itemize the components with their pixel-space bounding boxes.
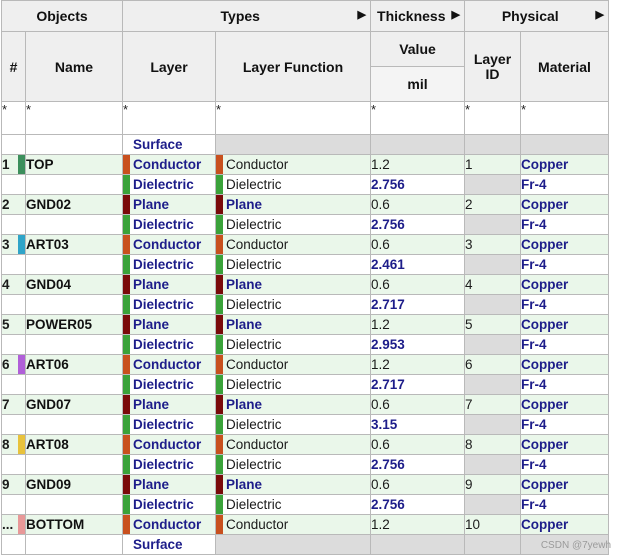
layer-function-color-icon — [216, 335, 223, 354]
column-header-unit: mil — [371, 67, 465, 102]
column-header-layer-id[interactable]: Layer ID — [465, 32, 521, 102]
cell-layer-id[interactable] — [465, 295, 521, 315]
cell-layer-id[interactable] — [465, 535, 521, 555]
filter-layer-function[interactable]: * — [216, 102, 371, 135]
cell-layer[interactable]: Plane — [123, 275, 216, 295]
cell-layer-function[interactable]: Dielectric — [216, 495, 371, 515]
table-row[interactable] — [2, 215, 609, 235]
layer-type-color-icon — [123, 215, 130, 234]
column-header-material[interactable]: Material — [521, 32, 609, 102]
expand-right-icon[interactable]: ▶ — [451, 9, 460, 21]
table-row[interactable] — [2, 315, 609, 335]
cell-layer-function[interactable]: Plane — [216, 195, 371, 215]
cell-layer-id[interactable] — [465, 335, 521, 355]
cell-material[interactable]: Copper — [521, 435, 609, 455]
cell-layer-function[interactable]: Dielectric — [216, 175, 371, 195]
cell-name[interactable] — [26, 375, 123, 395]
layer-function-color-icon — [216, 375, 223, 394]
cell-name[interactable] — [26, 495, 123, 515]
layer-type-color-icon — [123, 235, 130, 254]
cell-number[interactable] — [2, 335, 26, 355]
cell-number[interactable]: 5 — [2, 315, 26, 335]
cell-layer-function[interactable]: Dielectric — [216, 295, 371, 315]
layer-type-color-icon — [123, 375, 130, 394]
cell-layer-id[interactable] — [465, 415, 521, 435]
cell-material[interactable]: Copper — [521, 315, 609, 335]
cell-material[interactable]: Copper — [521, 155, 609, 175]
cell-layer[interactable]: Dielectric — [123, 215, 216, 235]
cell-thickness[interactable] — [371, 135, 465, 155]
table-row[interactable] — [2, 355, 609, 375]
cell-name[interactable]: ART06 — [26, 355, 123, 375]
cell-material[interactable]: Fr-4 — [521, 495, 609, 515]
filter-layer-id[interactable]: * — [465, 102, 521, 135]
cell-number[interactable]: 9 — [2, 475, 26, 495]
layer-function-color-icon — [216, 315, 223, 334]
cell-number[interactable] — [2, 135, 26, 155]
cell-name[interactable] — [26, 295, 123, 315]
cell-thickness[interactable]: 1.2 — [371, 155, 465, 175]
cell-layer-function[interactable]: Conductor — [216, 355, 371, 375]
cell-layer-function[interactable]: Plane — [216, 275, 371, 295]
cell-layer-function[interactable]: Conductor — [216, 435, 371, 455]
cell-number[interactable] — [2, 535, 26, 555]
filter-thickness[interactable]: * — [371, 102, 465, 135]
cell-thickness[interactable]: 0.6 — [371, 275, 465, 295]
cell-layer-id[interactable]: 7 — [465, 395, 521, 415]
cell-layer-id[interactable] — [465, 175, 521, 195]
cell-layer-function[interactable]: Plane — [216, 315, 371, 335]
cell-name[interactable] — [26, 135, 123, 155]
cell-thickness[interactable]: 2.461 — [371, 255, 465, 275]
cell-material[interactable]: Copper — [521, 395, 609, 415]
table-row[interactable] — [2, 155, 609, 175]
cell-thickness[interactable]: 2.953 — [371, 335, 465, 355]
cell-name[interactable] — [26, 335, 123, 355]
layer-type-color-icon — [123, 195, 130, 214]
layer-function-color-icon — [216, 395, 223, 414]
cell-number[interactable]: ... — [2, 515, 26, 535]
layer-type-color-icon — [123, 515, 130, 534]
cell-layer[interactable]: Conductor — [123, 235, 216, 255]
cell-thickness[interactable]: 1.2 — [371, 355, 465, 375]
cell-layer-function[interactable]: Dielectric — [216, 455, 371, 475]
cell-layer-function[interactable]: Plane — [216, 475, 371, 495]
cell-material[interactable]: Fr-4 — [521, 295, 609, 315]
cell-material[interactable]: Copper — [521, 475, 609, 495]
cell-thickness[interactable]: 2.756 — [371, 455, 465, 475]
cell-layer-function[interactable]: Plane — [216, 395, 371, 415]
cell-layer-id[interactable]: 10 — [465, 515, 521, 535]
cell-thickness[interactable]: 2.717 — [371, 295, 465, 315]
cell-number[interactable] — [2, 375, 26, 395]
cell-thickness[interactable]: 1.2 — [371, 515, 465, 535]
cell-layer[interactable]: Plane — [123, 475, 216, 495]
cell-layer-id[interactable]: 3 — [465, 235, 521, 255]
group-header-physical[interactable]: Physical ▶ — [465, 1, 609, 32]
cell-material[interactable]: Copper — [521, 355, 609, 375]
cell-number[interactable] — [2, 455, 26, 475]
cell-layer-function[interactable]: Conductor — [216, 515, 371, 535]
table-row[interactable] — [2, 335, 609, 355]
cell-layer[interactable]: Dielectric — [123, 455, 216, 475]
cell-layer[interactable]: Surface — [123, 135, 216, 155]
table-row[interactable] — [2, 495, 609, 515]
cell-name[interactable] — [26, 415, 123, 435]
cell-layer-id[interactable]: 4 — [465, 275, 521, 295]
layer-type-color-icon — [123, 175, 130, 194]
cell-thickness[interactable]: 2.717 — [371, 375, 465, 395]
cell-number[interactable]: 3 — [2, 235, 26, 255]
cell-layer[interactable]: Conductor — [123, 355, 216, 375]
layer-type-color-icon — [123, 275, 130, 294]
table-row[interactable] — [2, 275, 609, 295]
cell-layer-function[interactable]: Dielectric — [216, 215, 371, 235]
cell-number[interactable]: 4 — [2, 275, 26, 295]
cell-layer-function[interactable]: Dielectric — [216, 415, 371, 435]
cell-name[interactable]: GND04 — [26, 275, 123, 295]
layer-function-color-icon — [216, 155, 223, 174]
cell-name[interactable] — [26, 175, 123, 195]
cell-thickness[interactable]: 0.6 — [371, 235, 465, 255]
table-row[interactable] — [2, 295, 609, 315]
cell-thickness[interactable]: 1.2 — [371, 315, 465, 335]
cell-material[interactable]: Fr-4 — [521, 255, 609, 275]
layer-type-color-icon — [123, 475, 130, 494]
column-header-layer[interactable]: Layer — [123, 32, 216, 102]
layer-type-color-icon — [123, 315, 130, 334]
layer-function-color-icon — [216, 295, 223, 314]
cell-layer[interactable]: Dielectric — [123, 375, 216, 395]
cell-number[interactable]: 8 — [2, 435, 26, 455]
layer-type-color-icon — [123, 295, 130, 314]
cell-layer[interactable]: Dielectric — [123, 415, 216, 435]
cell-layer-function[interactable]: Dielectric — [216, 375, 371, 395]
column-header-layer-function[interactable]: Layer Function — [216, 32, 371, 102]
column-header-value[interactable]: Value — [371, 32, 465, 67]
cell-layer-id[interactable] — [465, 455, 521, 475]
expand-right-icon[interactable]: ▶ — [595, 9, 604, 21]
cell-layer-id[interactable]: 2 — [465, 195, 521, 215]
layer-function-color-icon — [216, 435, 223, 454]
cell-name[interactable] — [26, 455, 123, 475]
table-row[interactable] — [2, 395, 609, 415]
cell-number[interactable]: 2 — [2, 195, 26, 215]
layer-function-color-icon — [216, 275, 223, 294]
layer-function-color-icon — [216, 235, 223, 254]
filter-name[interactable]: * — [26, 102, 123, 135]
layer-color-swatch — [18, 435, 25, 454]
cell-material[interactable]: Copper — [521, 195, 609, 215]
layer-type-color-icon — [123, 395, 130, 414]
cell-layer[interactable]: Surface — [123, 535, 216, 555]
layer-function-color-icon — [216, 255, 223, 274]
table-row[interactable] — [2, 175, 609, 195]
cell-name[interactable]: GND07 — [26, 395, 123, 415]
cell-thickness[interactable]: 0.6 — [371, 435, 465, 455]
layer-function-color-icon — [216, 175, 223, 194]
table-row[interactable] — [2, 455, 609, 475]
cell-material[interactable]: Fr-4 — [521, 455, 609, 475]
layer-color-swatch — [18, 155, 25, 174]
filter-material[interactable]: * — [521, 102, 609, 135]
cell-layer[interactable]: Conductor — [123, 515, 216, 535]
cell-name[interactable] — [26, 255, 123, 275]
layer-type-color-icon — [123, 255, 130, 274]
cell-thickness[interactable]: 3.15 — [371, 415, 465, 435]
cell-layer-function[interactable]: Dielectric — [216, 255, 371, 275]
cell-name[interactable]: ART03 — [26, 235, 123, 255]
cell-layer[interactable]: Plane — [123, 315, 216, 335]
cell-number[interactable]: 6 — [2, 355, 26, 375]
cell-material[interactable]: Fr-4 — [521, 415, 609, 435]
table-row[interactable] — [2, 375, 609, 395]
cell-layer-id[interactable] — [465, 255, 521, 275]
layer-type-color-icon — [123, 155, 130, 174]
group-header-thickness[interactable]: Thickness ▶ — [371, 1, 465, 32]
table-row[interactable] — [2, 195, 609, 215]
cell-material[interactable]: Fr-4 — [521, 175, 609, 195]
cell-thickness[interactable]: 2.756 — [371, 175, 465, 195]
cell-name[interactable]: BOTTOM — [26, 515, 123, 535]
cell-thickness[interactable] — [371, 535, 465, 555]
cell-number[interactable]: 7 — [2, 395, 26, 415]
cell-layer[interactable]: Dielectric — [123, 175, 216, 195]
cell-material[interactable]: Copper — [521, 515, 609, 535]
cell-material[interactable] — [521, 135, 609, 155]
cell-layer-function[interactable] — [216, 135, 371, 155]
table-row[interactable] — [2, 475, 609, 495]
cell-number[interactable]: 1 — [2, 155, 26, 175]
cell-thickness[interactable]: 2.756 — [371, 495, 465, 515]
table-row[interactable] — [2, 535, 609, 555]
cell-layer-id[interactable]: 6 — [465, 355, 521, 375]
cell-layer[interactable]: Conductor — [123, 435, 216, 455]
cell-name[interactable]: ART08 — [26, 435, 123, 455]
layer-function-color-icon — [216, 415, 223, 434]
cell-number[interactable] — [2, 295, 26, 315]
cell-layer-function[interactable]: Conductor — [216, 235, 371, 255]
table-row[interactable] — [2, 235, 609, 255]
column-header-number[interactable]: # — [2, 32, 26, 102]
cell-layer[interactable]: Plane — [123, 395, 216, 415]
filter-layer[interactable]: * — [123, 102, 216, 135]
layer-type-color-icon — [123, 415, 130, 434]
cell-layer[interactable]: Plane — [123, 195, 216, 215]
group-header-types[interactable]: Types ▶ — [123, 1, 371, 32]
layer-function-color-icon — [216, 455, 223, 474]
cell-thickness[interactable]: 0.6 — [371, 475, 465, 495]
cell-layer[interactable]: Dielectric — [123, 335, 216, 355]
column-header-name[interactable]: Name — [26, 32, 123, 102]
layer-color-swatch — [18, 355, 25, 374]
layer-function-color-icon — [216, 355, 223, 374]
table-row[interactable] — [2, 515, 609, 535]
cell-name[interactable]: GND02 — [26, 195, 123, 215]
cell-number[interactable] — [2, 175, 26, 195]
cell-material[interactable]: Copper — [521, 275, 609, 295]
cell-name[interactable]: TOP — [26, 155, 123, 175]
layer-function-color-icon — [216, 495, 223, 514]
cell-number[interactable] — [2, 255, 26, 275]
cell-material[interactable]: Fr-4 — [521, 335, 609, 355]
layer-color-swatch — [18, 235, 25, 254]
cell-layer-id[interactable] — [465, 135, 521, 155]
cell-name[interactable] — [26, 215, 123, 235]
layer-function-color-icon — [216, 475, 223, 494]
cell-layer-id[interactable] — [465, 375, 521, 395]
table-row[interactable] — [2, 255, 609, 275]
cell-layer-id[interactable]: 8 — [465, 435, 521, 455]
cell-name[interactable] — [26, 535, 123, 555]
table-row[interactable] — [2, 435, 609, 455]
table-row[interactable] — [2, 415, 609, 435]
cell-number[interactable] — [2, 415, 26, 435]
cell-layer-function[interactable] — [216, 535, 371, 555]
cell-material[interactable]: Copper — [521, 235, 609, 255]
cell-material[interactable]: Fr-4 — [521, 375, 609, 395]
filter-number[interactable]: * — [2, 102, 26, 135]
cell-layer-function[interactable]: Dielectric — [216, 335, 371, 355]
layer-color-swatch — [18, 515, 25, 534]
layer-function-color-icon — [216, 195, 223, 214]
expand-right-icon[interactable]: ▶ — [357, 9, 366, 21]
layer-type-color-icon — [123, 435, 130, 454]
cell-material[interactable]: Fr-4 — [521, 215, 609, 235]
cell-layer-id[interactable]: 5 — [465, 315, 521, 335]
cell-name[interactable]: POWER05 — [26, 315, 123, 335]
cell-layer[interactable]: Dielectric — [123, 295, 216, 315]
layer-type-color-icon — [123, 455, 130, 474]
cell-number[interactable] — [2, 215, 26, 235]
cell-layer[interactable]: Dielectric — [123, 255, 216, 275]
cell-thickness[interactable]: 0.6 — [371, 195, 465, 215]
cell-layer-id[interactable]: 1 — [465, 155, 521, 175]
cell-layer-id[interactable]: 9 — [465, 475, 521, 495]
cell-thickness[interactable]: 2.756 — [371, 215, 465, 235]
layer-stackup-grid — [1, 0, 609, 555]
cell-layer-id[interactable] — [465, 215, 521, 235]
cell-layer-function[interactable]: Conductor — [216, 155, 371, 175]
layer-function-color-icon — [216, 515, 223, 534]
cell-thickness[interactable]: 0.6 — [371, 395, 465, 415]
watermark: CSDN @7yewh — [540, 540, 611, 551]
group-header-objects[interactable]: Objects — [2, 1, 123, 32]
layer-type-color-icon — [123, 495, 130, 514]
layer-type-color-icon — [123, 355, 130, 374]
cell-number[interactable] — [2, 495, 26, 515]
cell-layer[interactable]: Conductor — [123, 155, 216, 175]
table-row[interactable] — [2, 135, 609, 155]
cell-layer-id[interactable] — [465, 495, 521, 515]
layer-function-color-icon — [216, 215, 223, 234]
cell-layer[interactable]: Dielectric — [123, 495, 216, 515]
layer-type-color-icon — [123, 335, 130, 354]
cell-name[interactable]: GND09 — [26, 475, 123, 495]
